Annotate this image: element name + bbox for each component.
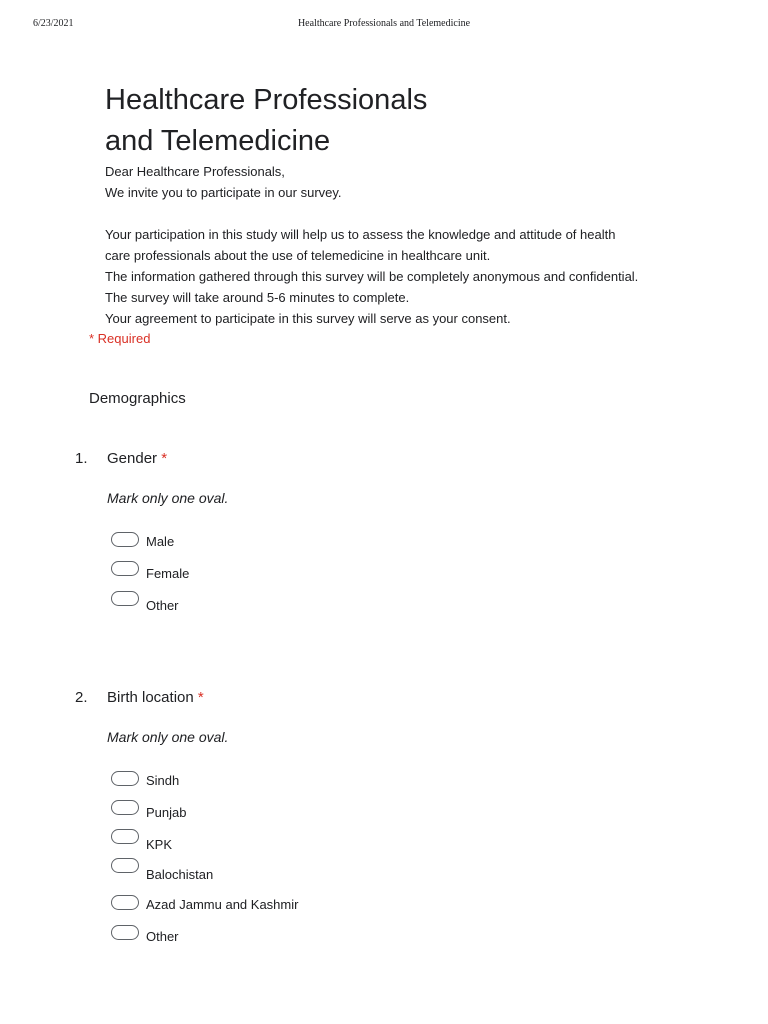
- question-instruction: Mark only one oval.: [107, 490, 229, 506]
- form-title-line-1: Healthcare Professionals: [105, 84, 428, 116]
- required-note: * Required: [89, 331, 151, 346]
- option-label: Balochistan: [146, 867, 214, 882]
- intro-line: We invite you to participate in our survey.: [105, 185, 342, 200]
- option-label: Sindh: [146, 773, 180, 788]
- option-label: KPK: [146, 837, 173, 852]
- question-title: [107, 689, 204, 706]
- radio-oval-icon[interactable]: [111, 561, 139, 576]
- radio-oval-icon[interactable]: [111, 771, 139, 786]
- required-asterisk: *: [197, 689, 204, 706]
- radio-oval-icon[interactable]: [111, 895, 139, 910]
- intro-line: Your participation in this study will help us to assess the knowledge and attitude of health: [105, 227, 616, 242]
- radio-oval-icon[interactable]: [111, 925, 139, 940]
- intro-line: The information gathered through this survey will be completely anonymous and confidential.: [105, 269, 639, 284]
- intro-line: The survey will take around 5-6 minutes to complete.: [105, 290, 410, 305]
- form-title: [105, 80, 525, 162]
- required-asterisk: *: [161, 450, 168, 467]
- question-instruction: Mark only one oval.: [107, 729, 229, 745]
- question-title-text: Birth location: [107, 689, 194, 706]
- form-description: [105, 161, 685, 329]
- section-title: Demographics: [89, 390, 186, 407]
- intro-line: Your agreement to participate in this survey will serve as your consent.: [105, 311, 511, 326]
- option-label: Azad Jammu and Kashmir: [146, 897, 299, 912]
- option-label: Other: [146, 929, 179, 944]
- radio-oval-icon[interactable]: [111, 532, 139, 547]
- intro-spacer: [105, 203, 685, 224]
- form-title-line-2: and Telemedicine: [105, 125, 331, 157]
- question-title-text: Gender: [107, 450, 158, 467]
- option-label: Other: [146, 598, 179, 613]
- radio-oval-icon[interactable]: [111, 829, 139, 844]
- intro-line: care professionals about the use of telemedicine in healthcare unit.: [105, 248, 491, 263]
- print-date: 6/23/2021: [33, 18, 74, 29]
- option-label: Female: [146, 566, 190, 581]
- option-label: Male: [146, 534, 175, 549]
- intro-line: Dear Healthcare Professionals,: [105, 164, 285, 179]
- radio-oval-icon[interactable]: [111, 591, 139, 606]
- radio-oval-icon[interactable]: [111, 858, 139, 873]
- option-label: Punjab: [146, 805, 187, 820]
- question-number: 1.: [75, 450, 88, 467]
- print-header-title: Healthcare Professionals and Telemedicine: [297, 18, 471, 29]
- question-number: 2.: [75, 689, 88, 706]
- question-title: [107, 450, 167, 467]
- radio-oval-icon[interactable]: [111, 800, 139, 815]
